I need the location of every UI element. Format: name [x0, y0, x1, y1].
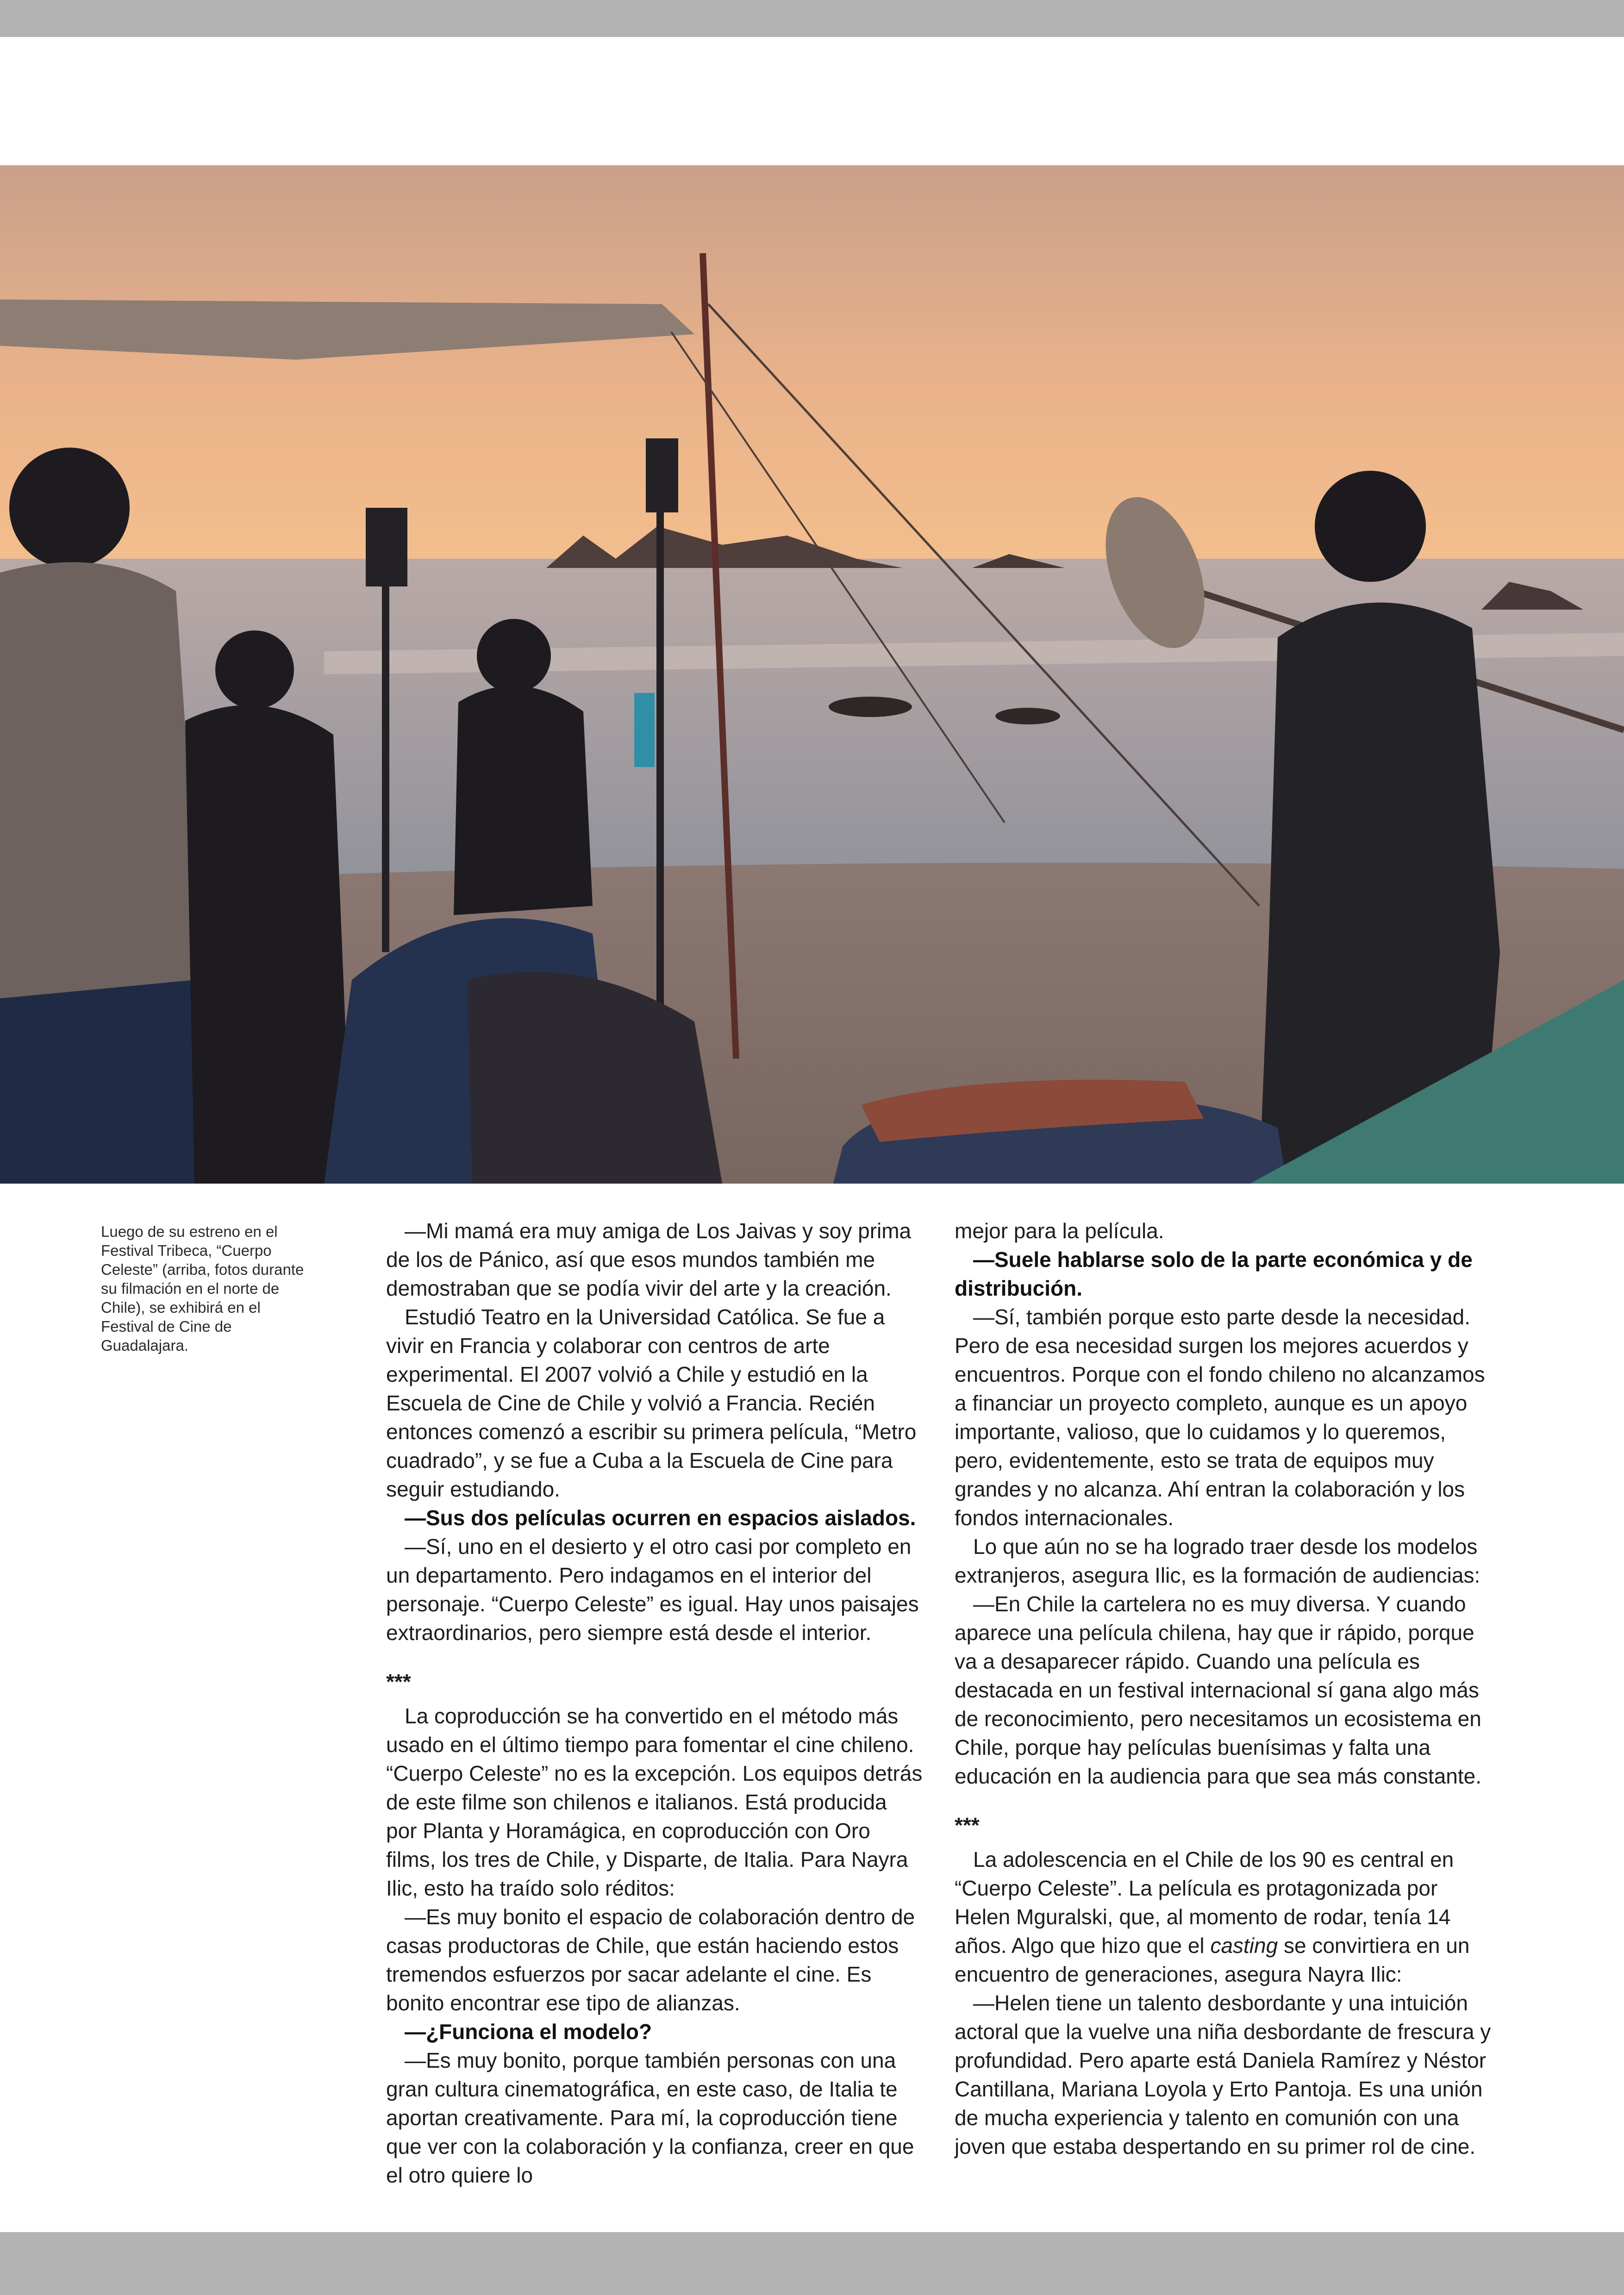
- article-column-2: [955, 1216, 1492, 2161]
- bottom-margin-band: [0, 2232, 1624, 2295]
- section-break: ***: [386, 1670, 411, 1694]
- paragraph-continuation: mejor para la película.: [955, 1219, 1164, 1243]
- top-margin-band: [0, 0, 1624, 37]
- paragraph: —Es muy bonito, porque también personas con una gran cultura cinematográfica, en este caso, de Italia te aportan creativamente. Para mí, la coproducción tiene que ver con la colaboración y la confianza, creer en que el otro quiere lo: [386, 2048, 914, 2187]
- paragraph: La coproducción se ha convertido en el método más usado en el último tiempo para fomentar el cine chileno. “Cuerpo Celeste” no es la excepción. Los equipos detrás de este filme son chilenos e italianos. Está producida por Planta y Horamágica, en coproducción con Oro films, los tres de Chile, y Disparte, de Italia. Para Nayra Ilic, esto ha traído solo réditos:: [386, 1704, 923, 1900]
- paragraph: —Sí, también porque esto parte desde la necesidad. Pero de esa necesidad surgen los mejores acuerdos y encuentros. Porque con el fondo chileno no alcanzamos a financiar un proyecto completo, aunque es un apoyo importante, valioso, que lo cuidamos y lo queremos, pero, evidentemente, esto se trata de equipos muy grandes y no alcanza. Ahí entran la colaboración y los fondos internacionales.: [955, 1305, 1485, 1530]
- paragraph: —Es muy bonito el espacio de colaboración dentro de casas productoras de Chile, que están haciendo estos tremendos esfuerzos por sacar adelante el cine. Es bonito encontrar ese tipo de alianzas.: [386, 1905, 915, 2015]
- paragraph: [955, 1845, 1492, 1989]
- article-column-1: [386, 1216, 923, 2189]
- paragraph: —En Chile la cartelera no es muy diversa. Y cuando aparece una película chilena, hay que ir rápido, porque va a desaparecer rápido. Cuando una película es destacada en un festival internacional sí gana algo más de reconocimiento, pero necesitamos un ecosistema en Chile, porque hay películas buenísimas y falta una educación en la audiencia para que sea más constante.: [955, 1592, 1482, 1788]
- photo-caption: Luego de su estreno en el Festival Tribeca, “Cuerpo Celeste” (arriba, fotos durante su filmación en el norte de Chile), se exhibirá en el Festival de Cine de Guadalajara.: [101, 1223, 304, 1354]
- paragraph-text: se convirtiera en un encuentro de generaciones, asegura Nayra Ilic:: [955, 1933, 1470, 1986]
- paragraph-text: La adolescencia en el Chile de los 90 es central en “Cuerpo Celeste”. La película es protagonizada por Helen Mguralski, que, al momento de rodar, tenía 14 años. Algo que hizo que el: [955, 1847, 1454, 1958]
- paragraph: Estudió Teatro en la Universidad Católica. Se fue a vivir en Francia y colaborar con centros de arte experimental. El 2007 volvió a Chile y estudió en la Escuela de Cine de Chile y volvió a Francia. Recién entonces comenzó a escribir su primera película, “Metro cuadrado”, y se fue a Cuba a la Escuela de Cine para seguir estudiando.: [386, 1305, 917, 1501]
- interview-question: —Suele hablarse solo de la parte económica y de distribución.: [955, 1247, 1473, 1300]
- shore-rock: [995, 708, 1060, 724]
- interview-question: —¿Funciona el modelo?: [405, 2020, 652, 2044]
- paragraph: Lo que aún no se ha logrado traer desde los modelos extranjeros, asegura Ilic, es la formación de audiencias:: [955, 1534, 1480, 1587]
- interview-question: —Sus dos películas ocurren en espacios aislados.: [405, 1506, 916, 1530]
- beach-film-set-photo: [0, 165, 1624, 1184]
- paragraph: —Sí, uno en el desierto y el otro casi por completo en un departamento. Pero indagamos en el interior del personaje. “Cuerpo Celeste” es igual. Hay unos paisajes extraordinarios, pero siempre está desde el interior.: [386, 1534, 919, 1645]
- section-break: ***: [955, 1813, 980, 1837]
- shore-rock: [829, 697, 912, 717]
- paragraph: —Helen tiene un talento desbordante y una intuición actoral que la vuelve una niña desbordante de frescura y profundidad. Pero aparte está Daniela Ramírez y Néstor Cantillana, Mariana Loyola y Erto Pantoja. Es una unión de mucha experiencia y talento en comunión con una joven que estaba despertando en su primer rol de cine.: [955, 1991, 1491, 2158]
- paragraph: —Mi mamá era muy amiga de Los Jaivas y soy prima de los de Pánico, así que esos mundos también me demostraban que se podía vivir del arte y la creación.: [386, 1219, 912, 1300]
- italic-term: casting: [1210, 1933, 1278, 1958]
